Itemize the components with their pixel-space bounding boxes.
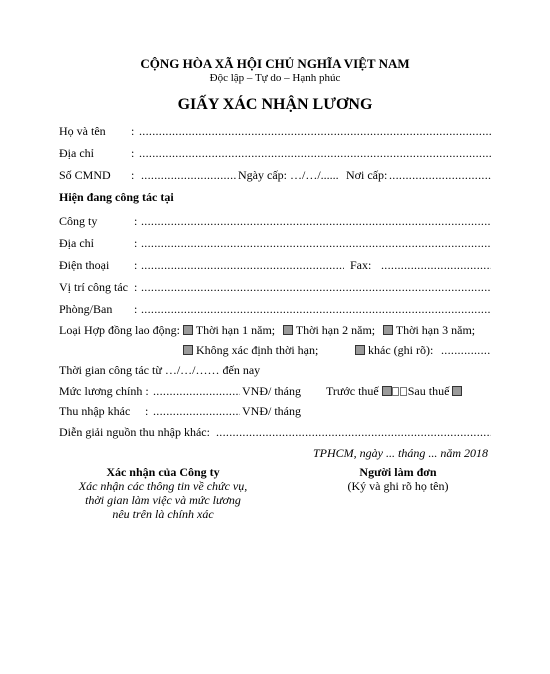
applicant-note: (Ký và ghi rõ họ tên) [347, 479, 449, 493]
checkbox-icon[interactable] [355, 345, 365, 355]
fax-label: Fax: [350, 258, 372, 272]
address-field[interactable] [139, 146, 491, 160]
company-confirm-note-2: thời gian làm việc và mức lương [85, 493, 241, 507]
income-source-label: Diễn giải nguồn thu nhập khác: [59, 425, 210, 439]
country-heading: CỘNG HÒA XÃ HỘI CHỦ NGHĨA VIỆT NAM [140, 56, 410, 71]
checkbox-icon[interactable] [382, 386, 392, 396]
checkbox-icon[interactable] [400, 387, 407, 396]
work-section-title: Hiện đang công tác tại [59, 190, 174, 204]
other-income-label: Thu nhập khác [59, 404, 131, 418]
checkbox-icon[interactable] [452, 386, 462, 396]
salary-unit: VNĐ/ tháng [242, 384, 301, 398]
checkbox-icon[interactable] [392, 387, 399, 396]
checkbox-icon[interactable] [383, 325, 393, 335]
company-colon: : [134, 214, 138, 228]
salary-field[interactable] [153, 384, 240, 398]
other-income-colon: : [145, 404, 149, 418]
company-address-colon: : [134, 236, 138, 250]
fax-field[interactable] [381, 258, 491, 272]
id-field[interactable] [141, 168, 237, 182]
other-income-field[interactable] [153, 404, 240, 418]
position-label: Vị trí công tác [59, 280, 128, 294]
name-label: Họ và tên [59, 124, 106, 138]
company-address-field[interactable] [141, 236, 491, 250]
company-confirm-title: Xác nhận của Công ty [106, 465, 220, 479]
issue-place-label: Nơi cấp: [346, 168, 388, 182]
department-label: Phòng/Ban [59, 302, 113, 316]
checkbox-icon[interactable] [183, 345, 193, 355]
applicant-title: Người làm đơn [359, 465, 437, 479]
id-colon: : [131, 168, 135, 182]
name-field[interactable] [139, 124, 491, 138]
name-colon: : [131, 124, 135, 138]
income-source-field[interactable] [216, 425, 491, 439]
phone-field[interactable] [141, 258, 344, 272]
department-field[interactable] [141, 302, 491, 316]
work-time: Thời gian công tác từ …/…/…… đến nay [59, 363, 261, 377]
contract-option-5[interactable]: khác (ghi rõ): [355, 343, 433, 357]
checkbox-icon[interactable] [183, 325, 193, 335]
contract-option-1[interactable]: Thời hạn 1 năm; [183, 323, 275, 337]
contract-option-4[interactable]: Không xác định thời hạn; [183, 343, 318, 357]
position-field[interactable] [141, 280, 491, 294]
contract-option-2[interactable]: Thời hạn 2 năm; [283, 323, 375, 337]
contract-label: Loại Hợp đồng lao động: [59, 323, 180, 337]
address-colon: : [131, 146, 135, 160]
phone-colon: : [134, 258, 138, 272]
contract-option-3[interactable]: Thời hạn 3 năm; [383, 323, 475, 337]
salary-label: Mức lương chính : [59, 384, 149, 398]
position-colon: : [134, 280, 138, 294]
phone-label: Điện thoại [59, 258, 110, 272]
company-confirm-note-3: nêu trên là chính xác [112, 507, 214, 521]
checkbox-icon[interactable] [283, 325, 293, 335]
issue-date-label: Ngày cấp: …/…/...... [238, 168, 339, 182]
form-title: GIẤY XÁC NHẬN LƯƠNG [177, 96, 373, 113]
department-colon: : [134, 302, 138, 316]
other-income-unit: VNĐ/ tháng [242, 404, 301, 418]
before-tax-option[interactable]: Trước thuế Sau thuế [326, 384, 462, 398]
id-label: Số CMND [59, 168, 111, 182]
company-label: Công ty [59, 214, 98, 228]
place-date: TPHCM, ngày ... tháng ... năm 2018 [313, 446, 488, 460]
company-address-label: Địa chỉ [59, 236, 94, 250]
company-field[interactable] [141, 214, 491, 228]
contract-other-field[interactable] [441, 343, 491, 357]
issue-place-field[interactable] [389, 168, 491, 182]
motto: Độc lập – Tự do – Hạnh phúc [209, 72, 341, 84]
address-label: Địa chỉ [59, 146, 94, 160]
company-confirm-note-1: Xác nhận các thông tin về chức vụ, [78, 479, 248, 493]
